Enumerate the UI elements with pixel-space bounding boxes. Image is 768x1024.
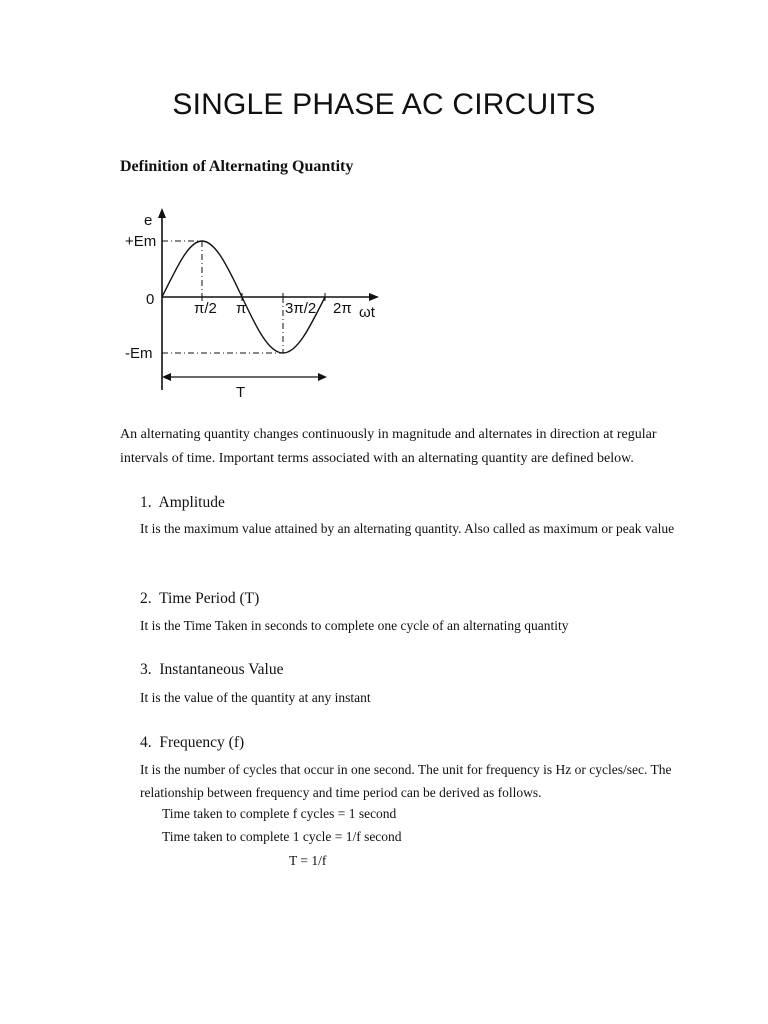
term-heading-time-period xyxy=(140,590,259,608)
term-name: Instantaneous Value xyxy=(159,661,284,678)
period-label: T xyxy=(236,384,246,401)
term-number: 4. xyxy=(140,734,152,751)
tick-label-pi-over-2: π/2 xyxy=(194,300,217,317)
term-definition-instantaneous-value: It is the value of the quantity at any instant xyxy=(140,690,371,705)
section-heading: Definition of Alternating Quantity xyxy=(120,158,354,175)
period-arrow-left-head xyxy=(162,373,171,381)
derivation-result: T = 1/f xyxy=(289,853,327,868)
page-title: SINGLE PHASE AC CIRCUITS xyxy=(172,88,596,121)
y-axis-label: e xyxy=(144,212,153,229)
term-name: Amplitude xyxy=(158,494,225,511)
derivation-line-2: Time taken to complete 1 cycle = 1/f second xyxy=(162,829,402,844)
term-heading-frequency xyxy=(140,734,244,752)
term-name: Time Period (T) xyxy=(159,590,260,607)
term-heading-instantaneous-value xyxy=(140,661,284,679)
term-number: 2. xyxy=(140,590,152,607)
term-definition-time-period: It is the Time Taken in seconds to complete one cycle of an alternating quantity xyxy=(140,618,569,633)
intro-paragraph: An alternating quantity changes continuously in magnitude and alternates in direction at regular intervals of time. Important terms associated with an alternating quantity are defined below. xyxy=(120,427,657,466)
period-arrow-right-head xyxy=(318,373,327,381)
tick-label-pi: π xyxy=(236,300,247,317)
derivation-line-1: Time taken to complete f cycles = 1 second xyxy=(162,806,397,821)
pos-peak-label: +Em xyxy=(125,233,157,250)
x-axis-arrow xyxy=(369,293,379,301)
term-heading-amplitude xyxy=(140,494,225,512)
x-axis-label: ωt xyxy=(359,304,375,321)
term-definition-amplitude: It is the maximum value attained by an alternating quantity. Also called as maximum or peak value xyxy=(140,521,675,536)
sine-waveform-figure xyxy=(115,205,405,405)
term-number: 1. xyxy=(140,494,152,511)
term-definition-frequency: It is the number of cycles that occur in one second. The unit for frequency is Hz or cycles/sec. The relationship between frequency and time period can be derived as follows. xyxy=(140,762,672,800)
term-number: 3. xyxy=(140,661,152,678)
neg-peak-label: -Em xyxy=(125,345,153,362)
tick-label-2pi: 2π xyxy=(333,300,352,317)
origin-label: 0 xyxy=(146,291,155,308)
term-name: Frequency (f) xyxy=(159,734,245,751)
tick-label-3pi-over-2: 3π/2 xyxy=(285,300,317,317)
y-axis-arrow xyxy=(158,208,166,218)
